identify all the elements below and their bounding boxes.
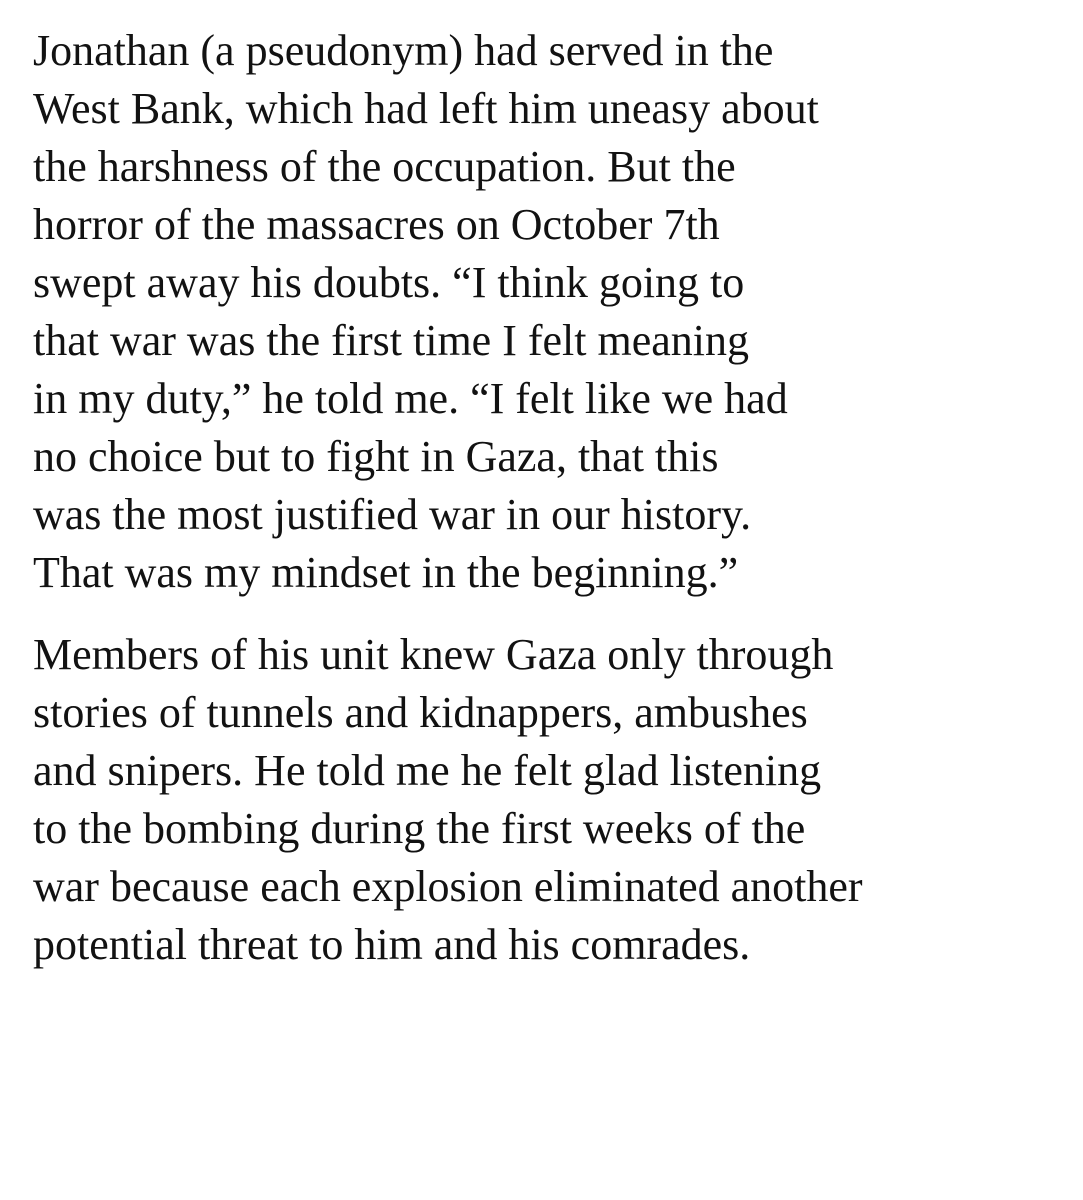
text-line: potential threat to him and his comrades. (33, 920, 751, 969)
text-line: to the bombing during the first weeks of the (33, 804, 806, 853)
text-line: West Bank, which had left him uneasy about (33, 84, 819, 133)
text-line: in my duty,” he told me. “I felt like we had (33, 374, 788, 423)
text-line: no choice but to fight in Gaza, that this (33, 432, 719, 481)
text-line: the harshness of the occupation. But the (33, 142, 736, 191)
paragraph-2 (33, 626, 1073, 974)
text-line: horror of the massacres on October 7th (33, 200, 720, 249)
text-line: and snipers. He told me he felt glad listening (33, 746, 822, 795)
article-body (33, 22, 1073, 974)
text-line: war because each explosion eliminated another (33, 862, 863, 911)
text-line: that war was the first time I felt meaning (33, 316, 749, 365)
text-line: Members of his unit knew Gaza only through (33, 630, 834, 679)
text-line: stories of tunnels and kidnappers, ambushes (33, 688, 808, 737)
paragraph-1 (33, 22, 1073, 602)
text-line: was the most justified war in our history. (33, 490, 752, 539)
text-line: Jonathan (a pseudonym) had served in the (33, 26, 774, 75)
text-line: That was my mindset in the beginning.” (33, 548, 739, 597)
text-line: swept away his doubts. “I think going to (33, 258, 745, 307)
